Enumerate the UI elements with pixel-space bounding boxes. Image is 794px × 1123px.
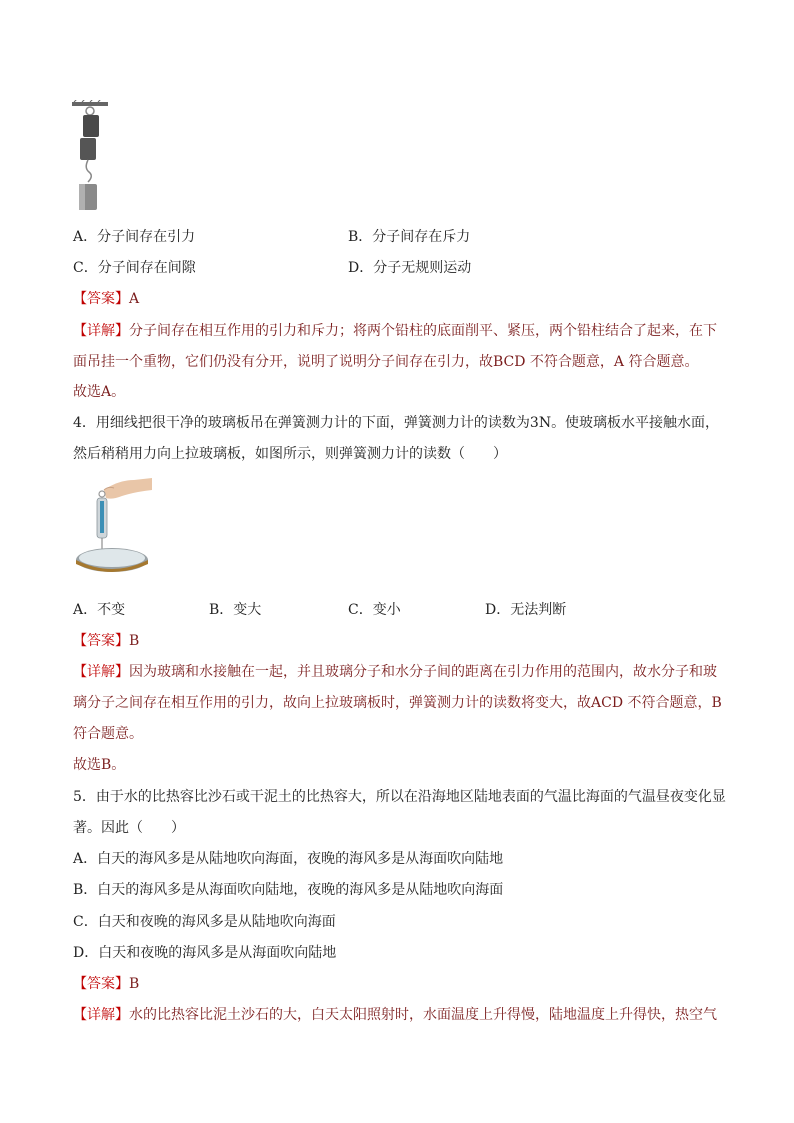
q4-stem-line-2: 然后稍稍用力向上拉玻璃板，如图所示，则弹簧测力计的读数（ ） — [73, 446, 507, 462]
spring-scale-figure — [74, 476, 154, 578]
q5-stem-line-2: 著。因此（ ） — [73, 820, 185, 836]
q4-detail-line-3: 符合题意。 — [73, 726, 143, 742]
q5-option-a: A．白天的海风多是从陆地吹向海面，夜晚的海风多是从海面吹向陆地 — [73, 851, 504, 867]
q4-answer — [73, 631, 139, 651]
detail-tag: 【详解】 — [73, 323, 129, 339]
q5-stem-line-1: 5．由于水的比热容比沙石或干泥土的比热容大，所以在沿海地区陆地表面的气温比海面的气温昼夜变化显 — [73, 789, 726, 805]
q4-detail-line-1: 【详解】因为玻璃和水接触在一起，并且玻璃分子和水分子间的距离在引力作用的范围内，故水分子和玻 — [73, 664, 717, 680]
q4-option-a: A．不变 — [73, 602, 126, 618]
q3-answer — [73, 289, 139, 309]
q5-option-d: D．白天和夜晚的海风多是从海面吹向陆地 — [73, 945, 337, 961]
q4-option-c: C．变小 — [348, 602, 401, 618]
answer-value: A — [129, 291, 140, 307]
q3-detail-line-1: 【详解】分子间存在相互作用的引力和斥力；将两个铅柱的底面削平、紧压，两个铅柱结合了起来，在下 — [73, 323, 717, 339]
q3-option-b: B．分子间存在斥力 — [348, 229, 471, 245]
q4-stem-line-1: 4．用细线把很干净的玻璃板吊在弹簧测力计的下面，弹簧测力计的读数为3N。使玻璃板水平接触水面， — [73, 415, 720, 431]
q5-option-b: B．白天的海风多是从海面吹向陆地，夜晚的海风多是从陆地吹向海面 — [73, 882, 504, 898]
answer-value: B — [129, 976, 140, 992]
q3-option-c: C．分子间存在间隙 — [73, 260, 196, 276]
answer-tag: 【答案】 — [73, 633, 129, 649]
q3-option-d: D．分子无规则运动 — [348, 260, 472, 276]
q4-option-d: D．无法判断 — [485, 602, 567, 618]
answer-value: B — [129, 633, 140, 649]
q5-detail-line-1: 【详解】水的比热容比泥土沙石的大，白天太阳照射时，水面温度上升得慢，陆地温度上升得快，热空气 — [73, 1007, 717, 1023]
q4-conclusion: 故选B。 — [73, 757, 126, 773]
q3-option-a: A．分子间存在引力 — [73, 229, 196, 245]
detail-tag: 【详解】 — [73, 664, 129, 680]
q5-answer — [73, 974, 139, 994]
detail-tag: 【详解】 — [73, 1007, 129, 1023]
q5-option-c: C．白天和夜晚的海风多是从陆地吹向海面 — [73, 914, 336, 930]
answer-tag: 【答案】 — [73, 976, 129, 992]
lead-cylinders-figure — [70, 100, 110, 212]
answer-tag: 【答案】 — [73, 291, 129, 307]
q3-conclusion: 故选A。 — [73, 384, 126, 400]
q4-option-b: B．变大 — [209, 602, 262, 618]
q4-detail-line-2: 璃分子之间存在相互作用的引力，故向上拉玻璃板时，弹簧测力计的读数将变大，故ACD 不符合题意，B — [73, 695, 722, 711]
q3-detail-line-2: 面吊挂一个重物，它们仍没有分开，说明了说明分子间存在引力，故BCD 不符合题意，A 符合题意。 — [73, 354, 699, 370]
